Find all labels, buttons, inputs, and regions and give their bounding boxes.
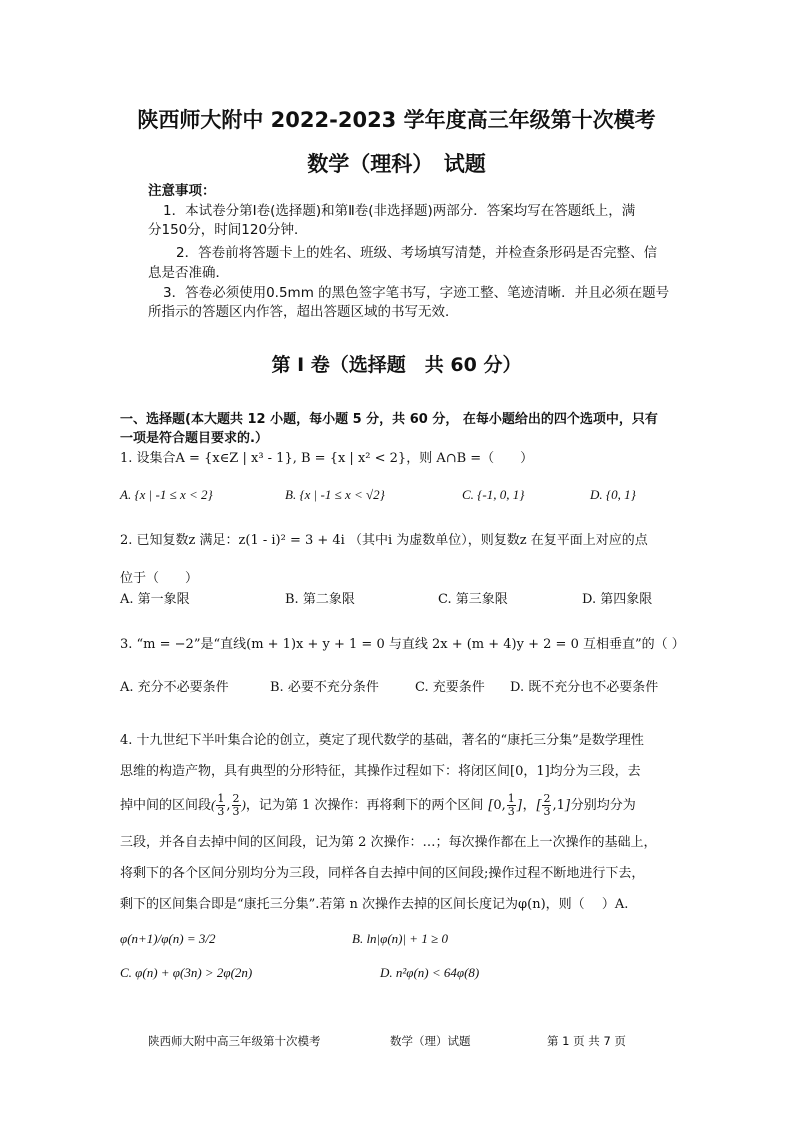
q4-line3-text-b: ，记为第 1 次操作：再将剩下的两个区间 — [245, 798, 484, 813]
q2-stem-line2: 位于（ ） — [120, 571, 199, 586]
q4-option-c: C. φ(n) + φ(3n) > 2φ(2n) — [120, 965, 253, 980]
q3-option-c: C. 充要条件 — [415, 680, 485, 695]
interval2-right-bracket: ] — [564, 797, 571, 813]
q4-line2: 思维的构造产物，具有典型的分形特征，其操作过程如下：将闭区间[0，1]均分为三段，去 — [120, 764, 641, 779]
interval-zero: 0, — [493, 798, 506, 813]
notice-item2-line1: 2．答卷前将答题卡上的姓名、班级、考场填写清楚，并检查条形码是否完整、信 — [176, 245, 658, 261]
q4-line3-text-c: 分别均分为 — [570, 798, 636, 813]
q3-option-a: A. 充分不必要条件 — [120, 680, 229, 695]
footer-page-number: 第 1 页 共 7 页 — [547, 1034, 626, 1048]
q4-line6: 剩下的区间集合即是“康托三分集”.若第 n 次操作去掉的区间长度记为φ(n)，则（ ）A. — [120, 897, 629, 912]
part1-title: 第 Ⅰ 卷（选择题 共 60 分） — [271, 354, 522, 376]
q1-option-b: B. {x | -1 ≤ x < √2} — [285, 487, 385, 502]
section1-line1: 一、选择题(本大题共 12 小题，每小题 5 分，共 60 分， 在每小题给出的四个选项中，只有 — [120, 412, 658, 427]
interval-close-paren: ) — [241, 797, 246, 812]
q4-option-b: B. ln|φ(n)| + 1 ≥ 0 — [352, 931, 448, 946]
q4-line3-text-a: 掉中间的区间段 — [120, 798, 212, 813]
section1-line2: 一项是符合题目要求的.） — [120, 431, 268, 446]
q4-line3: 掉中间的区间段( $\frac{1}{3}$ , $\frac{2}{3}$ )，记为第 1 次操作：再将剩下的两个区间 [0, $\frac{1}{3}$ ]，[ $\frac{2}{3}$ ,1]分别均分为 — [120, 792, 636, 818]
fraction-one-third: $\frac{1}{3}$ — [217, 792, 225, 818]
q2-option-b: B. 第二象限 — [285, 592, 355, 607]
fraction-two-thirds: $\frac{2}{3}$ — [232, 792, 240, 818]
q4-line4: 三段，并各自去掉中间的区间段，记为第 2 次操作：…；每次操作都在上一次操作的基础上， — [120, 835, 657, 850]
fraction-separator-comma: , — [226, 798, 231, 813]
q1-option-c: C. {-1, 0, 1} — [462, 487, 525, 502]
q3-option-d: D. 既不充分也不必要条件 — [510, 680, 659, 695]
q1-option-d: D. {0, 1} — [590, 487, 636, 502]
interval-left-bracket: [ — [487, 797, 494, 813]
notice-item2-line2: 息是否准确． — [148, 265, 229, 281]
interval-right-bracket: ] — [516, 797, 523, 813]
q2-stem-line1: 2. 已知复数z 满足：z(1 - i)² = 3 + 4i （其中i 为虚数单位），则复数z 在复平面上对应的点 — [120, 533, 648, 548]
notice-item1-line1: 1．本试卷分第Ⅰ卷(选择题)和第Ⅱ卷(非选择题)两部分．答案均写在答题纸上，满 — [163, 203, 636, 219]
q3-option-b: B. 必要不充分条件 — [270, 680, 379, 695]
q2-option-d: D. 第四象限 — [582, 592, 653, 607]
q4-option-a-expression: φ(n+1)/φ(n) = 3/2 — [120, 931, 216, 946]
q3-stem: 3. “m = −2”是“直线(m + 1)x + y + 1 = 0 与直线 2x + (m + 4)y + 2 = 0 互相垂直”的（ ） — [120, 637, 685, 652]
exam-title: 陕西师大附中 2022-2023 学年度高三年级第十次模考 — [137, 108, 656, 132]
interval-one: ,1 — [552, 798, 565, 813]
interval2-left-bracket: [ — [535, 797, 542, 813]
footer-school: 陕西师大附中高三年级第十次模考 — [148, 1034, 321, 1048]
interval-open-paren: ( — [211, 797, 216, 812]
exam-subtitle: 数学（理科） 试题 — [307, 152, 486, 176]
fraction-one-third-b: $\frac{1}{3}$ — [507, 792, 515, 818]
footer-subject: 数学（理）试题 — [390, 1034, 471, 1048]
q4-line1: 4. 十九世纪下半叶集合论的创立，奠定了现代数学的基础，著名的“康托三分集”是数学理性 — [120, 733, 644, 748]
q2-option-a: A. 第一象限 — [120, 592, 190, 607]
q1-option-a: A. {x | -1 ≤ x < 2} — [120, 487, 213, 502]
q1-stem: 1. 设集合A = {x∈Z | x³ - 1}, B = {x | x² < 2}，则 A∩B =（ ） — [120, 451, 534, 466]
notice-item3-line2: 所指示的答题区内作答，超出答题区域的书写无效． — [148, 304, 459, 320]
notice-item1-line2: 分150分，时间120分钟． — [148, 222, 308, 238]
q4-option-d: D. n²φ(n) < 64φ(8) — [380, 965, 480, 980]
q2-option-c: C. 第三象限 — [438, 592, 508, 607]
fraction-two-thirds-b: $\frac{2}{3}$ — [543, 792, 551, 818]
notice-item3-line1: 3．答卷必须使用0.5mm 的黑色签字笔书写，字迹工整、笔迹清晰．并且必须在题号 — [163, 285, 670, 301]
notice-heading: 注意事项： — [148, 183, 216, 199]
q4-line5: 将剩下的各个区间分别均分为三段，同样各自去掉中间的区间段;操作过程不断地进行下去， — [120, 866, 645, 881]
